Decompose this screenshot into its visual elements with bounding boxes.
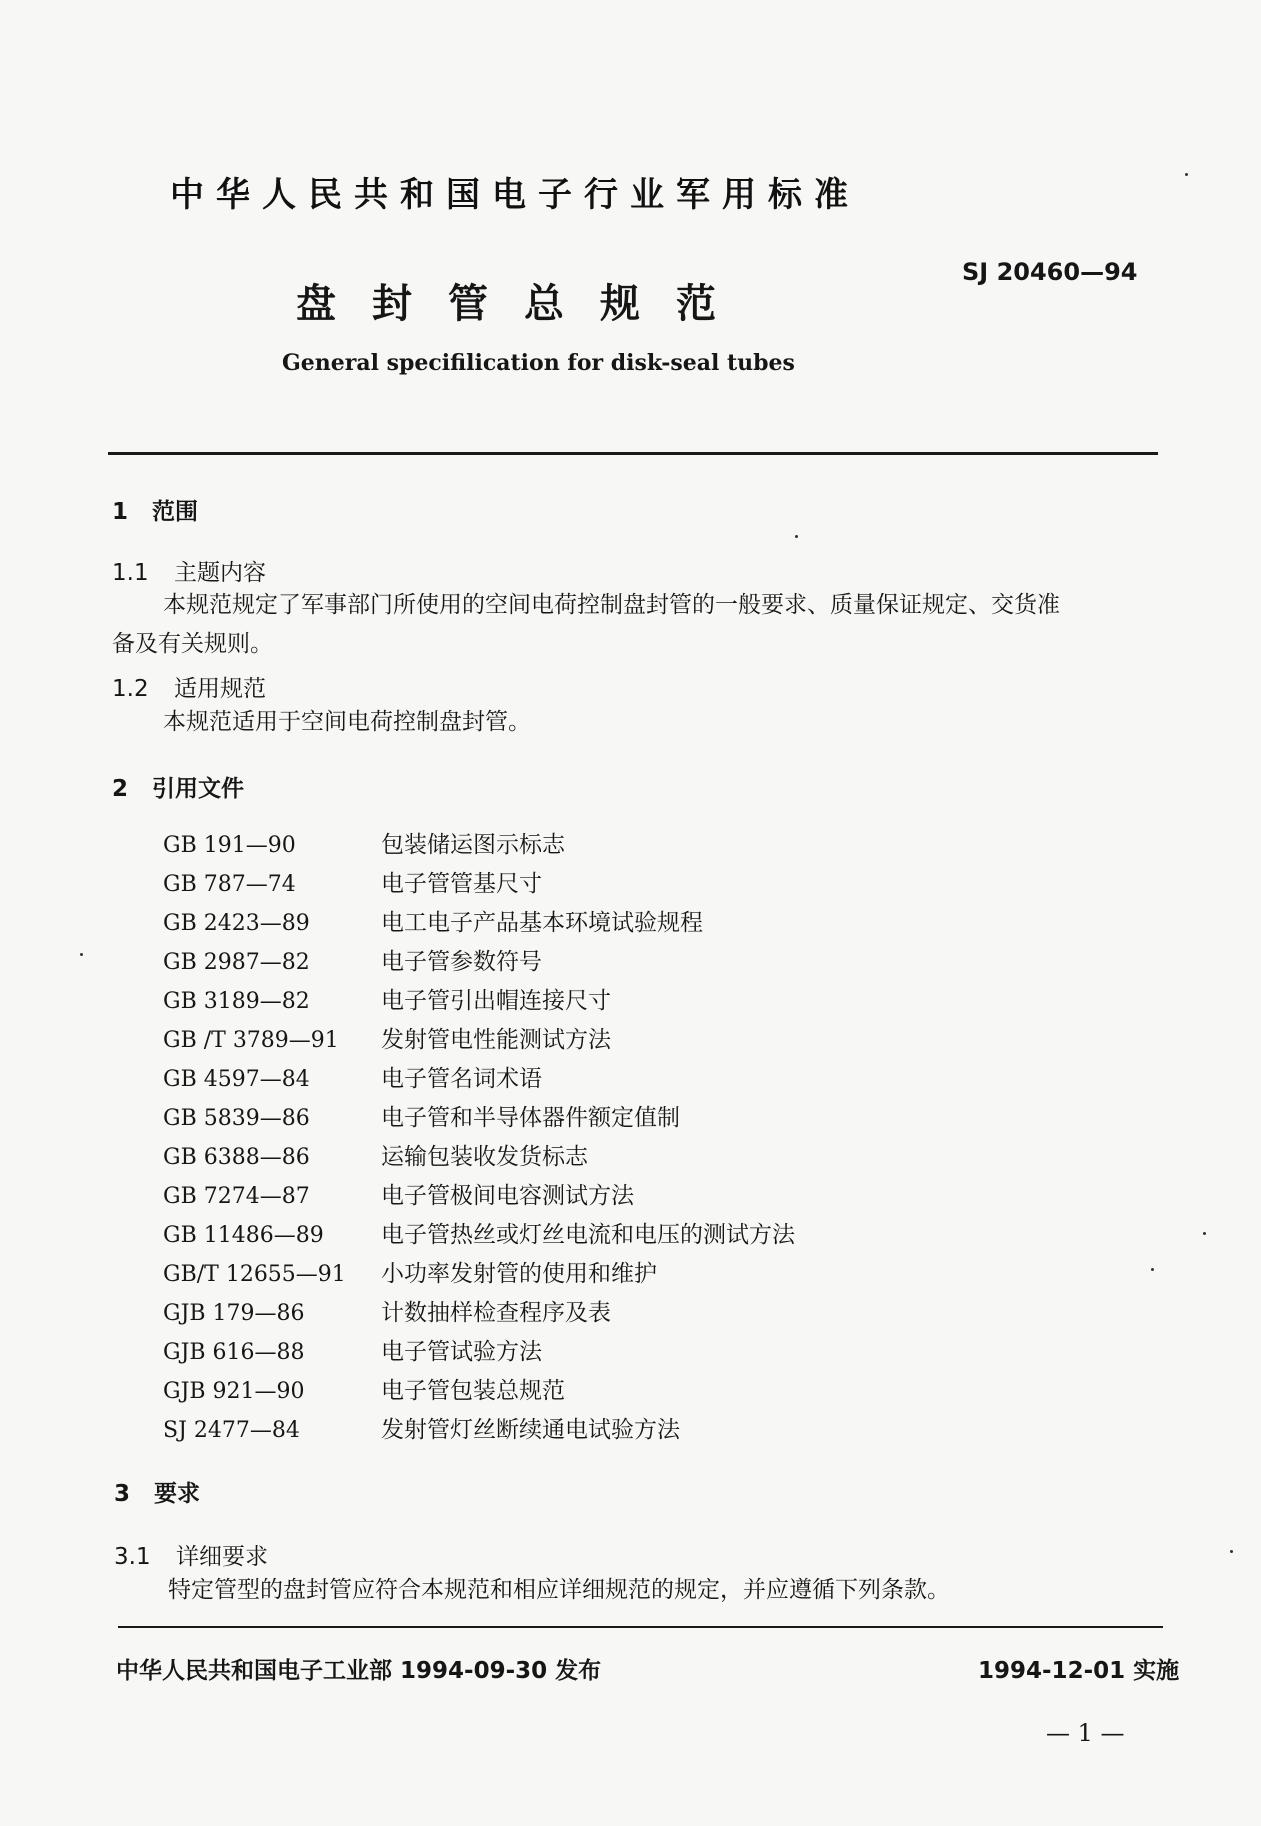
reference-row xyxy=(163,1021,795,1060)
scan-speck xyxy=(795,535,798,538)
reference-code: GB 4597—84 xyxy=(163,1067,310,1092)
section-number: 3 xyxy=(114,1481,131,1507)
reference-code: GB 6388—86 xyxy=(163,1145,310,1170)
section-1-2-text: 本规范适用于空间电荷控制盘封管。 xyxy=(163,709,531,735)
section-1-1-text-line1: 本规范规定了军事部门所使用的空间电荷控制盘封管的一般要求、质量保证规定、交货准 xyxy=(163,592,1060,618)
scan-speck xyxy=(1185,173,1188,176)
reference-title: 小功率发射管的使用和维护 xyxy=(381,1261,657,1287)
section-title: 详细要求 xyxy=(176,1544,268,1570)
effective-date: 1994-12-01 实施 xyxy=(978,1658,1180,1684)
reference-code: GB 7274—87 xyxy=(163,1184,310,1209)
reference-title: 电子管名词术语 xyxy=(381,1066,542,1092)
section-title: 引用文件 xyxy=(152,776,244,802)
section-title: 适用规范 xyxy=(174,676,266,702)
reference-row xyxy=(163,1333,795,1372)
header-divider xyxy=(108,452,1158,455)
section-number: 1 xyxy=(112,499,129,525)
reference-code: GJB 921—90 xyxy=(163,1379,305,1404)
section-number: 2 xyxy=(112,776,129,802)
document-title: 盘封管总规范 xyxy=(296,281,752,327)
reference-title: 电子管和半导体器件额定值制 xyxy=(381,1105,680,1131)
reference-title: 电子管包装总规范 xyxy=(381,1378,565,1404)
scan-speck xyxy=(1230,1550,1233,1553)
reference-code: GJB 616—88 xyxy=(163,1340,305,1365)
scan-speck xyxy=(1151,1268,1154,1271)
section-number: 3.1 xyxy=(114,1544,151,1570)
reference-title: 电子管极间电容测试方法 xyxy=(381,1183,634,1209)
standard-category: 中华人民共和国电子行业军用标准 xyxy=(170,175,860,215)
reference-code: GB 191—90 xyxy=(163,833,296,858)
reference-code: GB 5839—86 xyxy=(163,1106,310,1131)
section-title: 范围 xyxy=(152,499,198,525)
section-3-1-text: 特定管型的盘封管应符合本规范和相应详细规范的规定，并应遵循下列条款。 xyxy=(168,1577,950,1603)
reference-row xyxy=(163,1060,795,1099)
section-title: 要求 xyxy=(154,1481,200,1507)
section-1-2-heading xyxy=(112,670,266,703)
reference-code: GB /T 3789—91 xyxy=(163,1028,339,1053)
reference-row xyxy=(163,1216,795,1255)
reference-row xyxy=(163,1099,795,1138)
reference-list xyxy=(163,826,795,1450)
reference-row xyxy=(163,982,795,1021)
reference-title: 运输包装收发货标志 xyxy=(381,1144,588,1170)
footer-divider xyxy=(118,1626,1163,1628)
scan-speck xyxy=(80,953,83,956)
reference-code: GB 2987—82 xyxy=(163,950,310,975)
reference-title: 电工电子产品基本环境试验规程 xyxy=(381,910,703,936)
section-title: 主题内容 xyxy=(174,560,266,586)
reference-row xyxy=(163,1138,795,1177)
reference-row xyxy=(163,1411,795,1450)
reference-row xyxy=(163,904,795,943)
reference-row xyxy=(163,1177,795,1216)
reference-title: 电子管试验方法 xyxy=(381,1339,542,1365)
standard-code: SJ 20460—94 xyxy=(962,258,1138,286)
section-number: 1.2 xyxy=(112,676,149,702)
section-1-1-text-line2: 备及有关规则。 xyxy=(112,631,273,657)
reference-title: 包装储运图示标志 xyxy=(381,832,565,858)
reference-title: 电子管参数符号 xyxy=(381,949,542,975)
reference-title: 计数抽样检查程序及表 xyxy=(381,1300,611,1326)
reference-code: GB/T 12655—91 xyxy=(163,1262,346,1287)
reference-code: GB 2423—89 xyxy=(163,911,310,936)
section-3-1-heading xyxy=(114,1538,268,1571)
section-3-heading xyxy=(114,1475,200,1508)
reference-row xyxy=(163,1372,795,1411)
reference-code: GB 787—74 xyxy=(163,872,296,897)
section-1-1-heading xyxy=(112,554,266,587)
english-title: General specifilication for disk-seal tubes xyxy=(282,350,795,376)
page-number: — 1 — xyxy=(1046,1719,1125,1747)
reference-row xyxy=(163,1255,795,1294)
publisher-line: 中华人民共和国电子工业部 1994-09-30 发布 xyxy=(116,1658,602,1684)
reference-code: GJB 179—86 xyxy=(163,1301,305,1326)
reference-row xyxy=(163,943,795,982)
reference-title: 电子管引出帽连接尺寸 xyxy=(381,988,611,1014)
reference-row xyxy=(163,1294,795,1333)
reference-row xyxy=(163,826,795,865)
reference-code: GB 11486—89 xyxy=(163,1223,324,1248)
section-1-heading xyxy=(112,493,198,526)
reference-title: 发射管灯丝断续通电试验方法 xyxy=(381,1417,680,1443)
scan-speck xyxy=(1203,1232,1206,1235)
reference-title: 电子管热丝或灯丝电流和电压的测试方法 xyxy=(381,1222,795,1248)
reference-title: 电子管管基尺寸 xyxy=(381,871,542,897)
reference-code: SJ 2477—84 xyxy=(163,1418,300,1443)
reference-title: 发射管电性能测试方法 xyxy=(381,1027,611,1053)
reference-code: GB 3189—82 xyxy=(163,989,310,1014)
section-number: 1.1 xyxy=(112,560,149,586)
section-2-heading xyxy=(112,770,244,803)
reference-row xyxy=(163,865,795,904)
